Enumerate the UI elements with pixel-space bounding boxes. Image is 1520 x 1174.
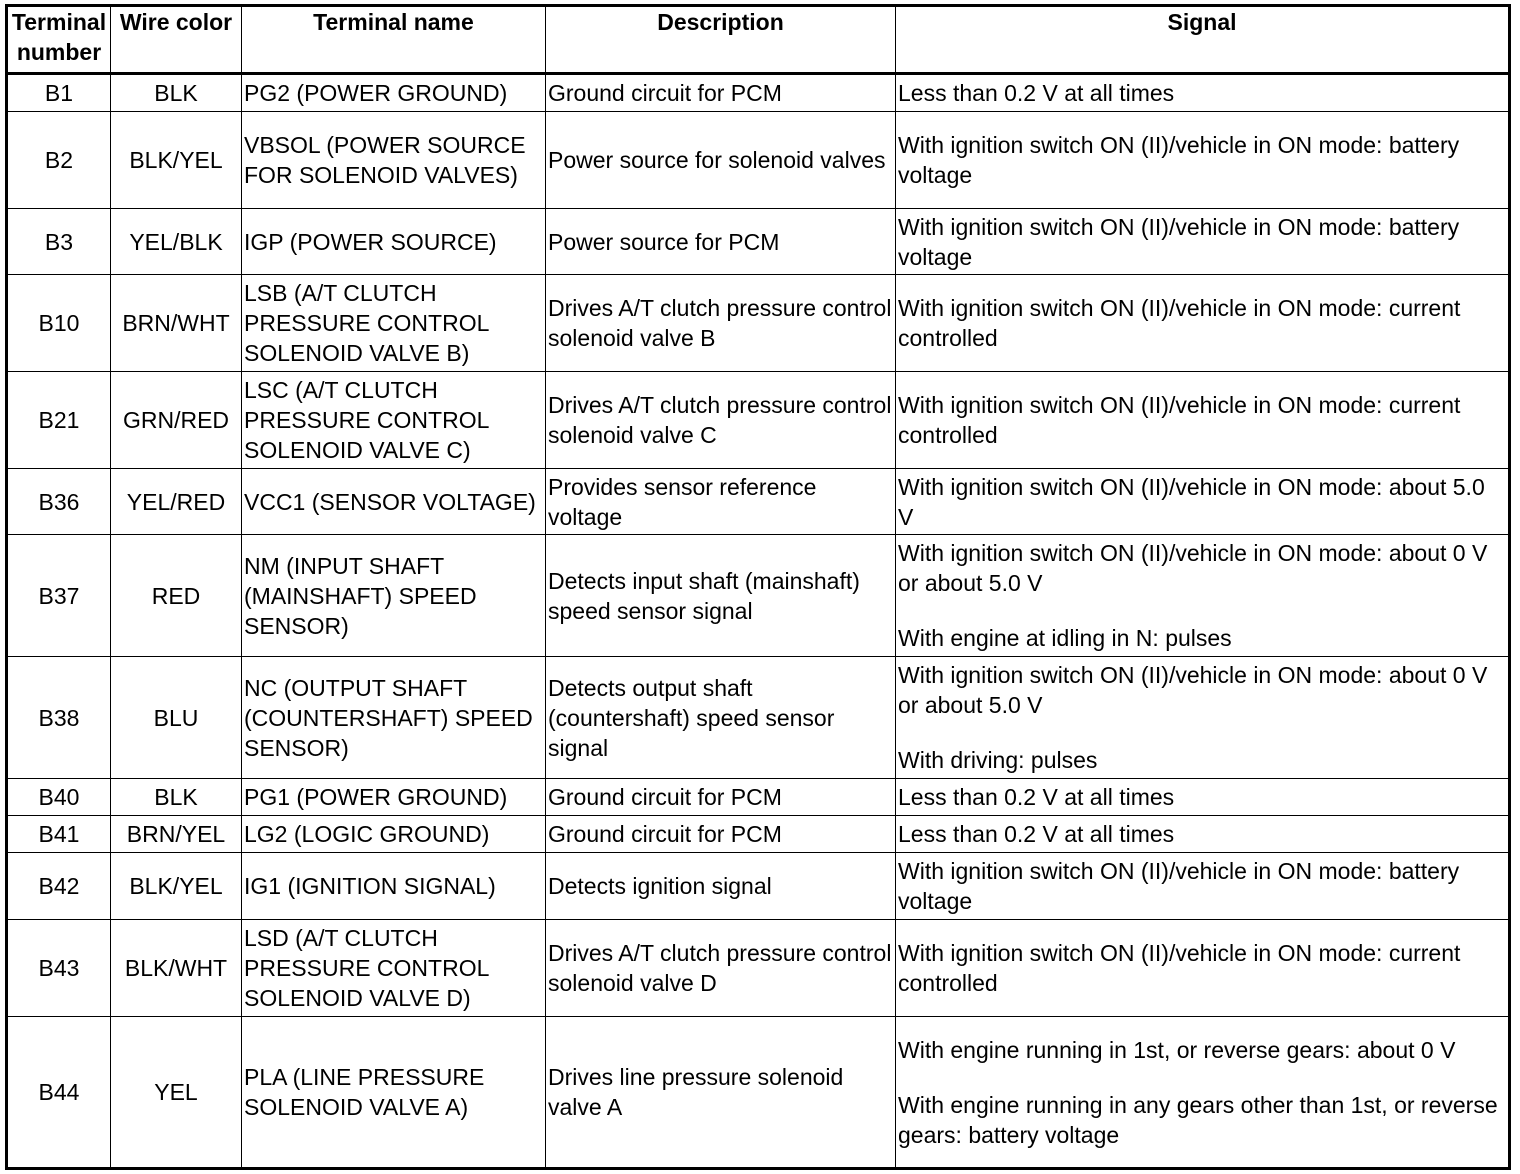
terminal-number-cell: B43 <box>8 920 111 1017</box>
description-cell: Detects ignition signal <box>546 853 896 920</box>
terminal-name-cell: PLA (LINE PRESSURE SOLENOID VALVE A) <box>242 1017 546 1168</box>
terminal-number-cell: B10 <box>8 275 111 372</box>
signal-line: With ignition switch ON (II)/vehicle in ON mode: current controlled <box>898 940 1461 996</box>
terminal-name-cell: IGP (POWER SOURCE) <box>242 209 546 275</box>
description-cell: Provides sensor reference voltage <box>546 469 896 535</box>
table-row <box>8 853 1509 920</box>
signal-cell <box>896 920 1509 1017</box>
wire-color-cell: YEL <box>111 1017 242 1168</box>
description-cell: Drives A/T clutch pressure control solenoid valve C <box>546 372 896 469</box>
wire-color-cell: BRN/YEL <box>111 816 242 853</box>
wire-color-cell: BLK/WHT <box>111 920 242 1017</box>
terminal-name-cell: PG2 (POWER GROUND) <box>242 74 546 112</box>
terminal-number-cell: B3 <box>8 209 111 275</box>
signal-line: Less than 0.2 V at all times <box>898 821 1175 847</box>
terminal-name-cell: NM (INPUT SHAFT (MAINSHAFT) SPEED SENSOR) <box>242 535 546 657</box>
signal-cell <box>896 779 1509 816</box>
table-row <box>8 535 1509 657</box>
wire-color-cell: BLU <box>111 657 242 779</box>
description-cell: Detects input shaft (mainshaft) speed sensor signal <box>546 535 896 657</box>
header-signal: Signal <box>896 7 1509 74</box>
wire-color-cell: BLK/YEL <box>111 853 242 920</box>
description-cell: Power source for solenoid valves <box>546 112 896 209</box>
signal-cell <box>896 209 1509 275</box>
terminal-name-cell: VBSOL (POWER SOURCE FOR SOLENOID VALVES) <box>242 112 546 209</box>
signal-cell <box>896 657 1509 779</box>
terminal-number-cell: B44 <box>8 1017 111 1168</box>
wire-color-cell: BRN/WHT <box>111 275 242 372</box>
pcm-terminal-table <box>7 6 1509 1168</box>
signal-cell <box>896 469 1509 535</box>
signal-line: Less than 0.2 V at all times <box>898 80 1175 106</box>
terminal-name-cell: LSC (A/T CLUTCH PRESSURE CONTROL SOLENOID VALVE C) <box>242 372 546 469</box>
terminal-number-cell: B40 <box>8 779 111 816</box>
header-wire-color: Wire color <box>111 7 242 74</box>
table-row <box>8 209 1509 275</box>
signal-cell <box>896 372 1509 469</box>
table-row <box>8 372 1509 469</box>
terminal-name-cell: NC (OUTPUT SHAFT (COUNTERSHAFT) SPEED SENSOR) <box>242 657 546 779</box>
signal-line: With ignition switch ON (II)/vehicle in ON mode: about 5.0 V <box>898 473 1485 530</box>
terminal-number-cell: B38 <box>8 657 111 779</box>
signal-line: With engine running in 1st, or reverse gears: about 0 V <box>898 1036 1456 1063</box>
wire-color-cell: RED <box>111 535 242 657</box>
signal-cell <box>896 74 1509 112</box>
table-row <box>8 779 1509 816</box>
wire-color-cell: YEL/BLK <box>111 209 242 275</box>
signal-cell <box>896 275 1509 372</box>
wire-color-cell: BLK/YEL <box>111 112 242 209</box>
table-header-row <box>8 7 1509 74</box>
terminal-number-cell: B2 <box>8 112 111 209</box>
signal-line: With engine at idling in N: pulses <box>898 625 1232 651</box>
description-cell: Drives line pressure solenoid valve A <box>546 1017 896 1168</box>
signal-line: With engine running in any gears other than 1st, or reverse gears: battery voltage <box>898 1091 1498 1148</box>
terminal-number-cell: B21 <box>8 372 111 469</box>
terminal-name-cell: PG1 (POWER GROUND) <box>242 779 546 816</box>
table-row <box>8 657 1509 779</box>
signal-line: With ignition switch ON (II)/vehicle in ON mode: battery voltage <box>898 213 1460 270</box>
signal-line: Less than 0.2 V at all times <box>898 784 1175 810</box>
description-cell: Drives A/T clutch pressure control solenoid valve B <box>546 275 896 372</box>
signal-spacer <box>898 1065 1506 1090</box>
signal-line: With ignition switch ON (II)/vehicle in ON mode: current controlled <box>898 392 1461 448</box>
table-row <box>8 275 1509 372</box>
table-row <box>8 920 1509 1017</box>
terminal-name-cell: LG2 (LOGIC GROUND) <box>242 816 546 853</box>
signal-spacer <box>898 598 1506 623</box>
terminal-number-cell: B41 <box>8 816 111 853</box>
terminal-number-cell: B1 <box>8 74 111 112</box>
terminal-name-cell: LSD (A/T CLUTCH PRESSURE CONTROL SOLENOID VALVE D) <box>242 920 546 1017</box>
table-row <box>8 74 1509 112</box>
signal-cell <box>896 853 1509 920</box>
wire-color-cell: BLK <box>111 74 242 112</box>
terminal-number-cell: B37 <box>8 535 111 657</box>
signal-line: With ignition switch ON (II)/vehicle in ON mode: battery voltage <box>898 858 1460 914</box>
table-row <box>8 816 1509 853</box>
signal-line: With ignition switch ON (II)/vehicle in ON mode: current controlled <box>898 295 1461 351</box>
description-cell: Ground circuit for PCM <box>546 816 896 853</box>
table-row <box>8 1017 1509 1168</box>
terminal-number-cell: B36 <box>8 469 111 535</box>
wire-color-cell: BLK <box>111 779 242 816</box>
header-terminal-number: Terminal number <box>8 7 111 74</box>
signal-line: With driving: pulses <box>898 747 1098 773</box>
table-body <box>8 74 1509 1168</box>
description-cell: Drives A/T clutch pressure control solenoid valve D <box>546 920 896 1017</box>
description-cell: Power source for PCM <box>546 209 896 275</box>
signal-line: With ignition switch ON (II)/vehicle in ON mode: battery voltage <box>898 132 1460 188</box>
signal-cell <box>896 1017 1509 1168</box>
wire-color-cell: GRN/RED <box>111 372 242 469</box>
signal-line: With ignition switch ON (II)/vehicle in ON mode: about 0 V or about 5.0 V <box>898 662 1488 718</box>
terminal-number-cell: B42 <box>8 853 111 920</box>
table-row <box>8 112 1509 209</box>
header-description: Description <box>546 7 896 74</box>
table-row <box>8 469 1509 535</box>
signal-cell <box>896 535 1509 657</box>
description-cell: Detects output shaft (countershaft) speed sensor signal <box>546 657 896 779</box>
signal-line: With ignition switch ON (II)/vehicle in ON mode: about 0 V or about 5.0 V <box>898 540 1488 596</box>
wire-color-cell: YEL/RED <box>111 469 242 535</box>
header-terminal-name: Terminal name <box>242 7 546 74</box>
description-cell: Ground circuit for PCM <box>546 74 896 112</box>
description-cell: Ground circuit for PCM <box>546 779 896 816</box>
signal-spacer <box>898 720 1506 745</box>
terminal-name-cell: IG1 (IGNITION SIGNAL) <box>242 853 546 920</box>
signal-cell <box>896 816 1509 853</box>
terminal-name-cell: LSB (A/T CLUTCH PRESSURE CONTROL SOLENOID VALVE B) <box>242 275 546 372</box>
terminal-name-cell: VCC1 (SENSOR VOLTAGE) <box>242 469 546 535</box>
signal-cell <box>896 112 1509 209</box>
